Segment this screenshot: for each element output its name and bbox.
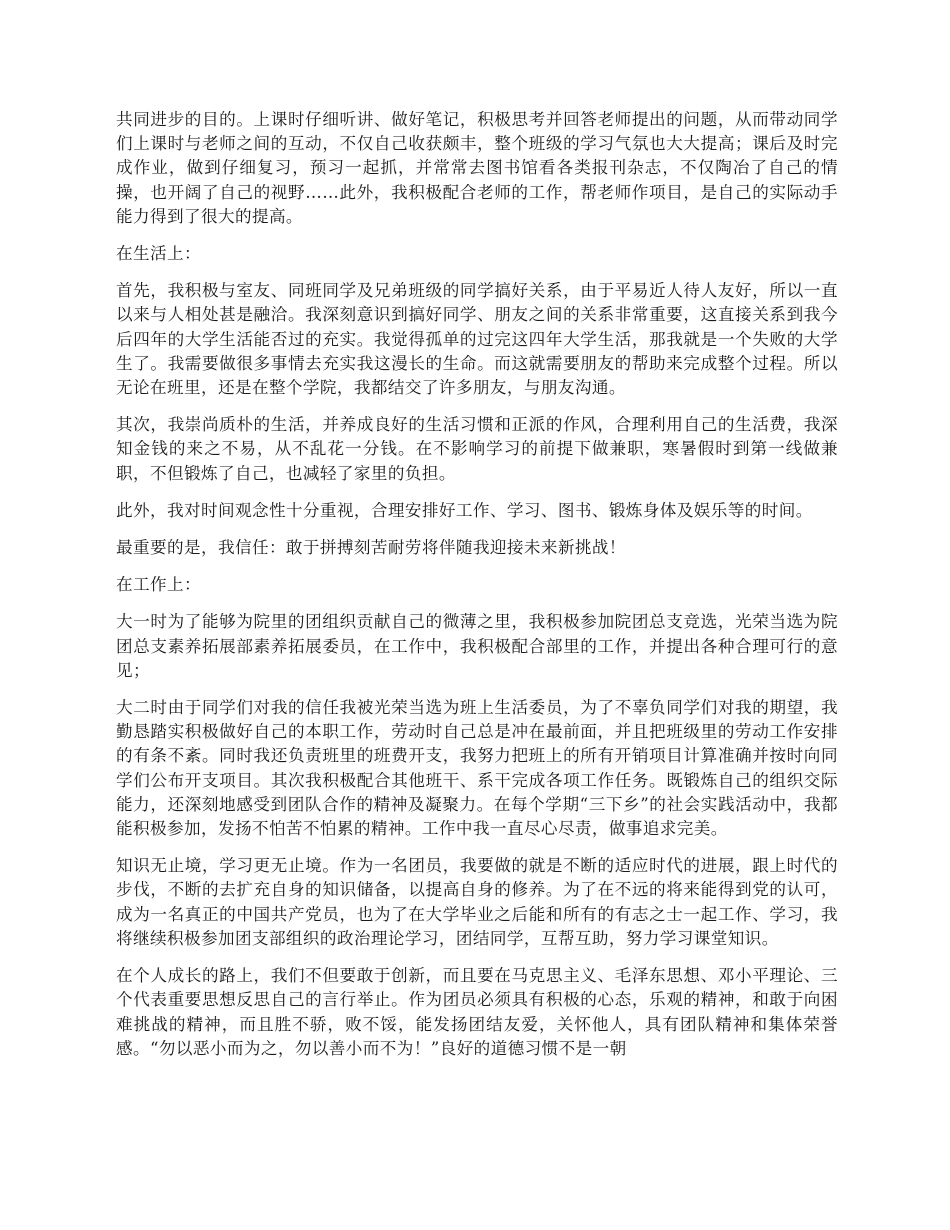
paragraph-sophomore-work: 大二时由于同学们对我的信任我被光荣当选为班上生活委员，为了不辜负同学们对我的期望，我勤恳踏实积极做好自己的本职工作，劳动时自己总是冲在最前面，并且把班级里的劳动工作安排的有条不紊。同时我还负责班里的班费开支，我努力把班上的所有开销项目计算准确并按时向同学们公布开支项目。其次我积极配合其他班干、系干完成各项工作任务。既锻炼自己的组织交际能力，还深刻地感受到团队合作的精神及凝聚力。在每个学期“三下乡”的社会实践活动中，我都能积极参加，发扬不怕苦不怕累的精神。工作中我一直尽心尽责，做事追求完美。 [116,698,838,839]
paragraph-belief: 最重要的是，我信任：敢于拼搏刻苦耐劳将伴随我迎接未来新挑战！ [116,538,626,558]
paragraph-knowledge: 知识无止境，学习更无止境。作为一名团员，我要做的就是不断的适应时代的进展，跟上时代的步伐，不断的去扩充自身的知识储备，以提高自身的修养。为了在不远的将来能得到党的认可，成为一名真正的中国共产党员，也为了在大学毕业之后能和所有的有志之士一起工作、学习，我将继续积极参加团支部组织的政治理论学习，团结同学，互帮互助，努力学习课堂知识。 [116,856,838,948]
paragraph-freshman-work: 大一时为了能够为院里的团组织贡献自己的微薄之里，我积极参加院团总支竞选，光荣当选为院团总支素养拓展部素养拓展委员，在工作中，我积极配合部里的工作，并提出各种合理可行的意见； [116,612,838,680]
document-body [116,108,838,1074]
heading-life: 在生活上： [116,244,201,264]
paragraph-study-continued: 共同进步的目的。上课时仔细听讲、做好笔记，积极思考并回答老师提出的问题，从而带动同学们上课时与老师之间的互动，不仅自己收获颇丰，整个班级的学习气氛也大大提高；课后及时完成作业，做到仔细复习，预习一起抓，并常常去图书馆看各类报刊杂志，不仅陶冶了自己的情操，也开阔了自己的视野……此外，我积极配合老师的工作，帮老师作项目，是自己的实际动手能力得到了很大的提高。 [116,110,838,226]
heading-work: 在工作上： [116,575,201,595]
paragraph-time-management: 此外，我对时间观念性十分重视，合理安排好工作、学习、图书、锻炼身体及娱乐等的时间。 [116,500,813,520]
paragraph-personal-growth: 在个人成长的路上，我们不但要敢于创新，而且要在马克思主义、毛泽东思想、邓小平理论、三个代表重要思想反思自己的言行举止。作为团员必须具有积极的心态，乐观的精神，和敢于向困难挑战的精神，而且胜不骄，败不馁，能发扬团结友爱，关怀他人，具有团队精神和集体荣誉感。“勿以恶小而为之，勿以善小而不为！”良好的道德习惯不是一朝 [116,966,838,1058]
paragraph-frugal-life: 其次，我崇尚质朴的生活，并养成良好的生活习惯和正派的作风，合理利用自己的生活费，我深知金钱的来之不易，从不乱花一分钱。在不影响学习的前提下做兼职，寒暑假时到第一线做兼职，不但锻炼了自己，也减轻了家里的负担。 [116,415,838,483]
paragraph-relationships: 首先，我积极与室友、同班同学及兄弟班级的同学搞好关系，由于平易近人待人友好，所以一直以来与人相处甚是融洽。我深刻意识到搞好同学、朋友之间的关系非常重要，这直接关系到我今后四年的大学生活能否过的充实。我觉得孤单的过完这四年大学生活，那我就是一个失败的大学生了。我需要做很多事情去充实我这漫长的生命。而这就需要朋友的帮助来完成整个过程。所以无论在班里，还是在整个学院，我都结交了许多朋友，与朋友沟通。 [116,281,838,398]
